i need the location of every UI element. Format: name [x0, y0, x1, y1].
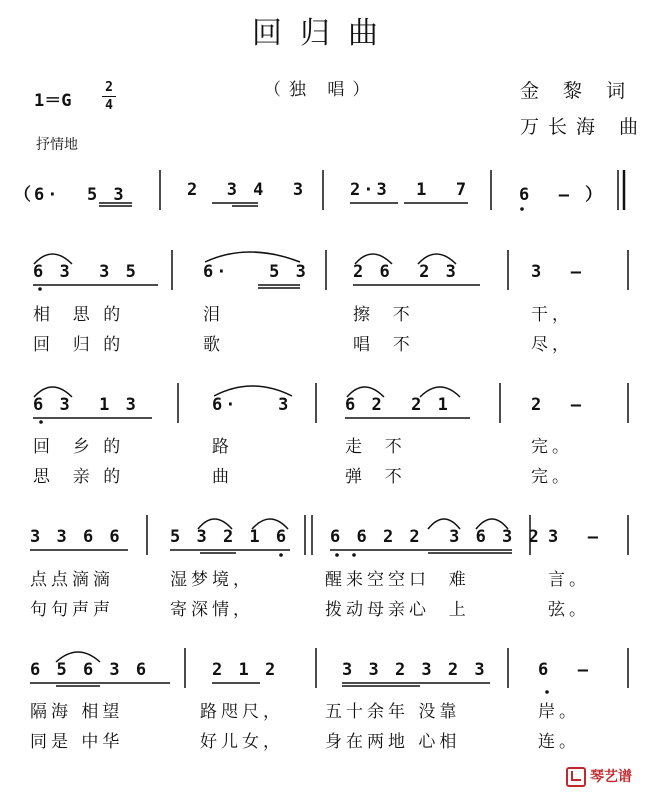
time-signature-top: 2	[105, 80, 113, 95]
lyric-line: 身在两地 心相	[325, 732, 461, 752]
lyric-line: 隔海 相望	[30, 702, 124, 722]
measure-notes: 2 –	[531, 395, 584, 415]
measure-notes: 3 –	[531, 262, 584, 282]
performance-note: （独 唱）	[264, 80, 378, 100]
lyric-line: 歌	[203, 335, 224, 355]
lyric-line: 泪	[203, 305, 224, 325]
lyric-line: 弹 不	[345, 467, 406, 487]
lyric-line: 回 归 的	[33, 335, 125, 355]
key-signature: 1＝G	[34, 91, 72, 111]
lyric-line: 完。	[531, 467, 573, 487]
lyric-line: 岸。	[538, 702, 580, 722]
lyric-line: 尽，	[531, 335, 573, 355]
lyric-line: 走 不	[345, 437, 406, 457]
watermark-logo-icon	[566, 767, 586, 787]
lyricist-credit: 金 黎 词	[520, 80, 635, 102]
lyric-line: 唱 不	[353, 335, 414, 355]
lyric-line: 路咫尺，	[200, 702, 284, 722]
composer-credit: 万长海 曲	[520, 116, 648, 138]
measure-notes: 6· 5 3	[203, 262, 309, 282]
measure-notes: 2 1 2	[212, 660, 279, 680]
measure-notes: 5 3 2 1 6	[170, 527, 290, 547]
lyric-line: 拨动母亲心 上	[325, 600, 470, 620]
measure-notes: 6 – ）	[519, 185, 606, 205]
lyric-line: 点点滴滴	[30, 570, 114, 590]
measure-notes: 6 3 3 5	[33, 262, 139, 282]
lyric-line: 句句声声	[30, 600, 114, 620]
lyric-line: 弦。	[548, 600, 590, 620]
time-signature-bottom: 4	[105, 98, 113, 113]
lyric-line: 同是 中华	[30, 732, 124, 752]
lyric-line: 湿梦境，	[170, 570, 254, 590]
lyric-line: 相 思 的	[33, 305, 125, 325]
measure-notes: 2 3 4 3	[187, 180, 307, 200]
tempo-marking: 抒情地	[36, 137, 78, 153]
measure-notes: 6· 3	[212, 395, 292, 415]
lyric-line: 干，	[531, 305, 573, 325]
measure-notes: 3 3 6 6	[30, 527, 123, 547]
lyric-line: 连。	[538, 732, 580, 752]
measure-notes: 6 –	[538, 660, 591, 680]
lyric-line: 好儿女，	[200, 732, 284, 752]
measure-notes: 6 2 2 1	[345, 395, 451, 415]
measure-notes: 3 –	[548, 527, 601, 547]
lyric-line: 完。	[531, 437, 573, 457]
watermark-text: 琴艺谱	[590, 769, 632, 785]
lyric-line: 五十余年 没靠	[325, 702, 461, 722]
lyric-line: 思 亲 的	[33, 467, 125, 487]
measure-notes: 6 5 6 3 6	[30, 660, 150, 680]
page-title: 回归曲	[252, 16, 396, 51]
lyric-line: 擦 不	[353, 305, 414, 325]
measure-notes: 3 3 2 3 2 3	[342, 660, 488, 680]
measure-notes: 6 6 2 2 3 6 3 2	[330, 527, 542, 547]
measure-notes: 2 6 2 3	[353, 262, 459, 282]
lyric-line: 曲	[212, 467, 233, 487]
lyric-line: 言。	[548, 570, 590, 590]
measure-notes: 2·3 1 7	[350, 180, 470, 200]
lyric-line: 路	[212, 437, 233, 457]
lyric-line: 回 乡 的	[33, 437, 125, 457]
lyric-line: 醒来空空口 难	[325, 570, 470, 590]
watermark	[566, 766, 632, 787]
lyric-line: 寄深情，	[170, 600, 254, 620]
measure-notes: 6 3 1 3	[33, 395, 139, 415]
measure-notes: （6· 5 3	[14, 185, 127, 205]
